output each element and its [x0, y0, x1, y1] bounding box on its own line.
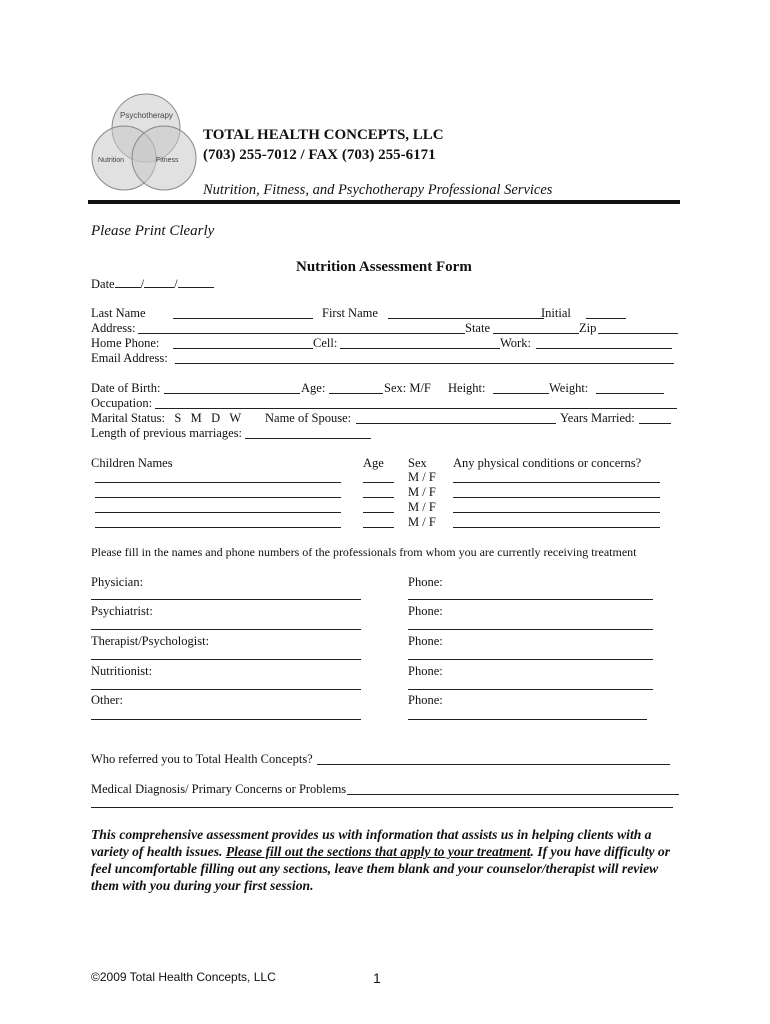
- company-tagline: Nutrition, Fitness, and Psychotherapy Professional Services: [203, 182, 553, 198]
- address-blank[interactable]: [138, 333, 465, 334]
- child-conditions-blank[interactable]: [453, 482, 660, 483]
- note-underlined: Please fill out the sections that apply to your treatment: [225, 844, 531, 859]
- other-phone-blank[interactable]: [408, 719, 647, 720]
- child-name-blank[interactable]: [95, 497, 341, 498]
- email-blank[interactable]: [175, 363, 674, 364]
- referral-label: Who referred you to Total Health Concepts?: [91, 752, 313, 766]
- child-age-blank[interactable]: [363, 527, 394, 528]
- other-label: Other:: [91, 693, 123, 707]
- children-names-header: Children Names: [91, 456, 173, 470]
- work-blank[interactable]: [536, 348, 672, 349]
- weight-label: Weight:: [549, 381, 589, 395]
- other-name-blank[interactable]: [91, 719, 361, 720]
- first-name-blank[interactable]: [388, 318, 544, 319]
- nutritionist-name-blank[interactable]: [91, 689, 361, 690]
- phone-label: Phone:: [408, 634, 443, 648]
- company-name: TOTAL HEALTH CONCEPTS, LLC: [203, 127, 444, 143]
- last-name-blank[interactable]: [173, 318, 313, 319]
- professionals-intro: Please fill in the names and phone numbers of the professionals from whom you are currently receiving treatment: [91, 545, 637, 559]
- child-name-blank[interactable]: [95, 527, 341, 528]
- phone-label: Phone:: [408, 604, 443, 618]
- height-label: Height:: [448, 381, 486, 395]
- phone-label: Phone:: [408, 693, 443, 707]
- state-label: State: [465, 321, 490, 335]
- assessment-note: [91, 826, 687, 894]
- company-phone-fax: (703) 255-7012 / FAX (703) 255-6171: [203, 147, 436, 163]
- note-part-1: This comprehensive assessment provides us with information that assists us in helping clients with a variety of health issues.: [91, 827, 652, 859]
- date-field: Date / /: [91, 276, 214, 292]
- phone-label: Phone:: [408, 575, 443, 589]
- header-divider: [88, 200, 680, 204]
- referral-blank[interactable]: [317, 764, 670, 765]
- child-age-blank[interactable]: [363, 482, 394, 483]
- physician-phone-blank[interactable]: [408, 599, 653, 600]
- child-conditions-blank[interactable]: [453, 527, 660, 528]
- date-year-blank[interactable]: [178, 276, 214, 288]
- therapist-label: Therapist/Psychologist:: [91, 634, 210, 648]
- children-age-header: Age: [363, 456, 384, 470]
- state-blank[interactable]: [493, 333, 579, 334]
- page-number: 1: [373, 970, 381, 986]
- years-married-label: Years Married:: [560, 411, 635, 425]
- nutritionist-label: Nutritionist:: [91, 664, 153, 678]
- therapist-phone-blank[interactable]: [408, 659, 653, 660]
- phone-label: Phone:: [408, 664, 443, 678]
- child-conditions-blank[interactable]: [453, 497, 660, 498]
- child-conditions-blank[interactable]: [453, 512, 660, 513]
- height-blank[interactable]: [493, 393, 549, 394]
- psychiatrist-label: Psychiatrist:: [91, 604, 153, 618]
- child-age-blank[interactable]: [363, 497, 394, 498]
- cell-blank[interactable]: [340, 348, 500, 349]
- company-logo: [88, 92, 200, 192]
- weight-blank[interactable]: [596, 393, 664, 394]
- date-day-blank[interactable]: [144, 276, 174, 288]
- dob-blank[interactable]: [164, 393, 300, 394]
- date-month-blank[interactable]: [115, 276, 141, 288]
- age-blank[interactable]: [329, 393, 383, 394]
- children-conditions-header: Any physical conditions or concerns?: [453, 456, 642, 470]
- form-title: Nutrition Assessment Form: [296, 259, 472, 275]
- physician-label: Physician:: [91, 575, 144, 589]
- email-label: Email Address:: [91, 351, 168, 365]
- physician-name-blank[interactable]: [91, 599, 361, 600]
- first-name-label: First Name: [322, 306, 378, 320]
- logo-text-left: Nutrition: [98, 157, 125, 164]
- diagnosis-label: Medical Diagnosis/ Primary Concerns or Problems: [91, 782, 347, 796]
- child-sex-option[interactable]: M / F: [408, 515, 436, 529]
- years-married-blank[interactable]: [639, 423, 671, 424]
- child-sex-option[interactable]: M / F: [408, 470, 436, 484]
- note-part-2: . If you have difficulty or feel uncomfortable filling out any sections, leave them blank and your counselor/therapist will review them with you during your first session.: [91, 844, 670, 893]
- date-label: Date: [91, 277, 115, 291]
- zip-label: Zip: [579, 321, 597, 335]
- therapist-name-blank[interactable]: [91, 659, 361, 660]
- home-phone-label: Home Phone:: [91, 336, 160, 350]
- psychiatrist-name-blank[interactable]: [91, 629, 361, 630]
- occupation-blank[interactable]: [155, 408, 677, 409]
- diagnosis-blank-line-2[interactable]: [91, 807, 673, 808]
- nutritionist-phone-blank[interactable]: [408, 689, 653, 690]
- prev-marriages-label: Length of previous marriages:: [91, 426, 242, 440]
- sex-label: Sex: M/F: [384, 381, 431, 395]
- logo-text-right: Fitness: [156, 157, 179, 164]
- cell-label: Cell:: [313, 336, 338, 350]
- child-sex-option[interactable]: M / F: [408, 485, 436, 499]
- print-clearly-note: Please Print Clearly: [91, 223, 215, 239]
- child-age-blank[interactable]: [363, 512, 394, 513]
- home-phone-blank[interactable]: [173, 348, 313, 349]
- zip-blank[interactable]: [598, 333, 678, 334]
- logo-text-top: Psychotherapy: [120, 111, 173, 120]
- child-sex-option[interactable]: M / F: [408, 500, 436, 514]
- prev-marriages-blank[interactable]: [245, 438, 371, 439]
- initial-label: Initial: [541, 306, 571, 320]
- children-sex-header: Sex: [408, 456, 427, 470]
- footer-copyright: ©2009 Total Health Concepts, LLC: [91, 970, 276, 984]
- initial-blank[interactable]: [586, 318, 626, 319]
- occupation-label: Occupation:: [91, 396, 153, 410]
- dob-label: Date of Birth:: [91, 381, 161, 395]
- child-name-blank[interactable]: [95, 512, 341, 513]
- marital-status-label[interactable]: Marital Status: S M D W: [91, 411, 242, 425]
- child-name-blank[interactable]: [95, 482, 341, 483]
- work-label: Work:: [500, 336, 531, 350]
- age-label: Age:: [301, 381, 326, 395]
- last-name-label: Last Name: [91, 306, 146, 320]
- psychiatrist-phone-blank[interactable]: [408, 629, 653, 630]
- address-label: Address:: [91, 321, 136, 335]
- spouse-blank[interactable]: [356, 423, 556, 424]
- spouse-label: Name of Spouse:: [265, 411, 352, 425]
- diagnosis-blank[interactable]: [347, 794, 679, 795]
